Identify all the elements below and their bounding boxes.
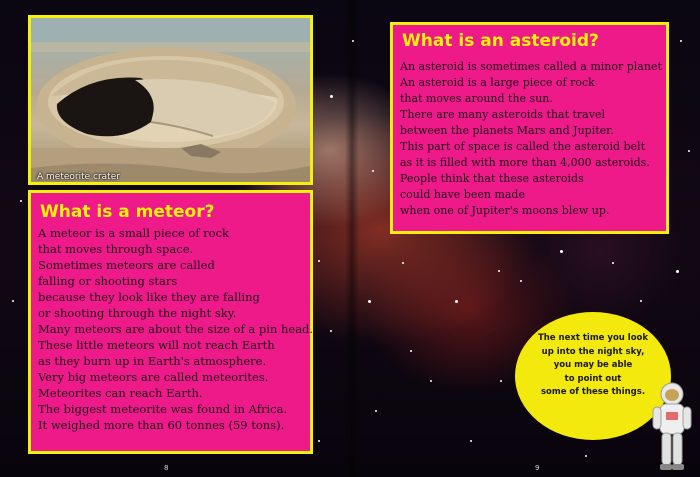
asteroid-panel <box>390 22 669 234</box>
asteroid-body <box>400 59 662 219</box>
meteor-line: A meteor is a small piece of rock <box>38 226 230 240</box>
meteor-line: falling or shooting stars <box>38 274 178 288</box>
asteroid-line: This part of space is called the asteroid belt <box>400 140 645 153</box>
asteroid-line: People think that these asteroids <box>400 172 584 185</box>
meteor-line: Very big meteors are called meteorites. <box>38 370 269 384</box>
meteor-line: that moves through space. <box>38 242 194 256</box>
tip-line: you may be able <box>553 360 633 370</box>
tip-bubble <box>515 312 671 440</box>
left-page-number: 8 <box>164 464 169 472</box>
crater-illustration <box>31 18 310 182</box>
page-fold <box>345 0 359 477</box>
right-page-number: 9 <box>535 464 540 472</box>
tip-line: to point out <box>564 373 622 384</box>
meteor-line: The biggest meteorite was found in Africa. <box>38 402 288 416</box>
tip-line: The next time you look <box>537 333 649 343</box>
asteroid-line: An asteroid is a large piece of rock <box>400 76 595 89</box>
meteor-line: It weighed more than 60 tonnes (59 tons). <box>38 418 285 432</box>
photo-caption: A meteorite crater <box>37 172 120 182</box>
meteor-line: because they look like they are falling <box>38 290 260 304</box>
meteor-line: These little meteors will not reach Earth <box>38 338 275 352</box>
meteor-line: Many meteors are about the size of a pin head. <box>38 322 314 336</box>
meteor-body <box>38 225 313 433</box>
meteor-heading: What is a meteor? <box>40 202 215 222</box>
asteroid-line: as it is filled with more than 4,000 asteroids. <box>400 156 650 169</box>
meteor-line: or shooting through the night sky. <box>38 306 237 320</box>
asteroid-line: when one of Jupiter's moons blew up. <box>400 204 610 217</box>
meteor-line: Sometimes meteors are called <box>38 258 215 272</box>
meteor-panel <box>28 190 313 454</box>
asteroid-heading: What is an asteroid? <box>402 31 599 51</box>
meteor-line: as they burn up in Earth's atmosphere. <box>38 354 267 368</box>
meteor-line: Meteorites can reach Earth. <box>38 386 203 400</box>
asteroid-line: could have been made <box>400 188 525 201</box>
asteroid-line: There are many asteroids that travel <box>400 108 605 121</box>
astronaut-icon <box>652 380 692 472</box>
asteroid-line: between the planets Mars and Jupiter. <box>400 124 614 137</box>
asteroid-line: that moves around the sun. <box>400 92 553 105</box>
tip-line: some of these things. <box>540 387 646 397</box>
asteroid-line: An asteroid is sometimes called a minor planet <box>400 60 662 73</box>
tip-text <box>515 332 671 400</box>
meteorite-crater-photo <box>28 15 313 185</box>
tip-line: up into the night sky, <box>541 346 645 357</box>
